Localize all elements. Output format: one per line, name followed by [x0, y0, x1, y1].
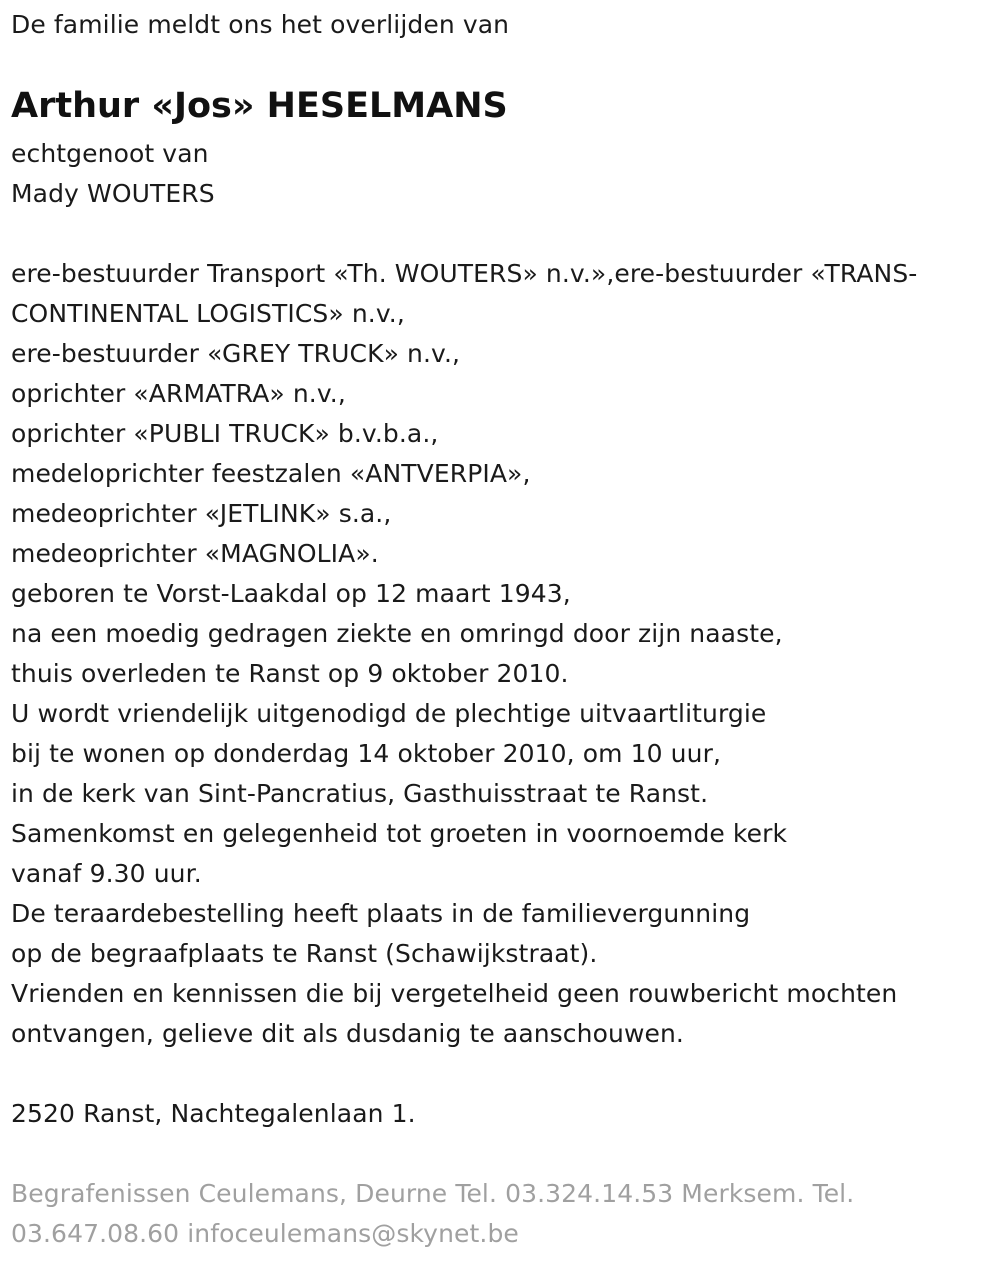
body-line: ere-bestuurder «GREY TRUCK» n.v.,	[11, 339, 461, 368]
home-address: 2520 Ranst, Nachtegalenlaan 1.	[11, 1099, 416, 1128]
body-line: CONTINENTAL LOGISTICS» n.v.,	[11, 299, 405, 328]
footer-line: 03.647.08.60 infoceulemans@skynet.be	[11, 1219, 519, 1248]
spouse-block	[11, 134, 215, 214]
body-line: ere-bestuurder Transport «Th. WOUTERS» n.v.»,ere-bestuurder «TRANS-	[11, 259, 918, 288]
body-line: bij te wonen op donderdag 14 oktober 2010, om 10 uur,	[11, 739, 721, 768]
body-line: vanaf 9.30 uur.	[11, 859, 202, 888]
body-line: thuis overleden te Ranst op 9 oktober 2010.	[11, 659, 569, 688]
body-line: U wordt vriendelijk uitgenodigd de plechtige uitvaartliturgie	[11, 699, 767, 728]
footer-line: Begrafenissen Ceulemans, Deurne Tel. 03.324.14.53 Merksem. Tel.	[11, 1179, 855, 1208]
body-line: Vrienden en kennissen die bij vergetelheid geen rouwbericht mochten	[11, 979, 898, 1008]
body-line: op de begraafplaats te Ranst (Schawijkstraat).	[11, 939, 598, 968]
body-line: Samenkomst en gelegenheid tot groeten in voornoemde kerk	[11, 819, 788, 848]
body-line: medeoprichter «MAGNOLIA».	[11, 539, 379, 568]
spouse-line: echtgenoot van	[11, 139, 209, 168]
body-line: geboren te Vorst-Laakdal op 12 maart 1943,	[11, 579, 571, 608]
body-line: medeoprichter «JETLINK» s.a.,	[11, 499, 392, 528]
body-line: in de kerk van Sint-Pancratius, Gasthuisstraat te Ranst.	[11, 779, 709, 808]
body-line: ontvangen, gelieve dit als dusdanig te aanschouwen.	[11, 1019, 684, 1048]
body-line: na een moedig gedragen ziekte en omringd door zijn naaste,	[11, 619, 783, 648]
funeral-home-footer	[11, 1174, 854, 1254]
notice-body	[11, 254, 917, 1054]
body-line: oprichter «PUBLI TRUCK» b.v.b.a.,	[11, 419, 439, 448]
body-line: oprichter «ARMATRA» n.v.,	[11, 379, 346, 408]
spouse-line: Mady WOUTERS	[11, 179, 215, 208]
intro-text: De familie meldt ons het overlijden van	[11, 10, 510, 39]
body-line: De teraardebestelling heeft plaats in de familievergunning	[11, 899, 751, 928]
body-line: medeloprichter feestzalen «ANTVERPIA»,	[11, 459, 531, 488]
deceased-name: Arthur «Jos» HESELMANS	[11, 86, 508, 126]
